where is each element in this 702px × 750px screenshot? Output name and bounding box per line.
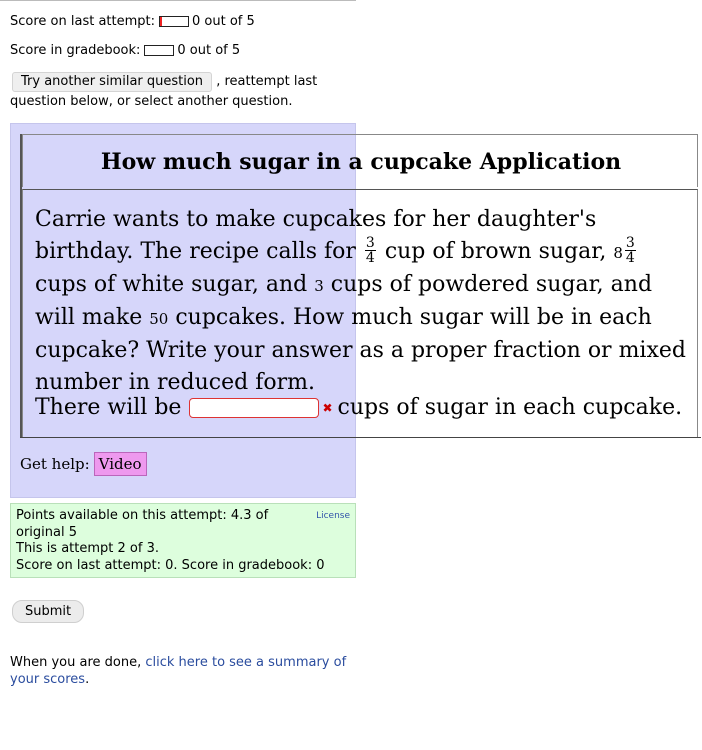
gradebook-bar (144, 45, 174, 56)
attempt-info-box (10, 503, 356, 578)
fraction-denominator: 4 (365, 249, 375, 266)
mixed-whole-white-sugar: 8 (613, 244, 623, 262)
get-help (20, 452, 147, 476)
question-title-box (22, 134, 698, 187)
fraction-numerator: 3 (625, 234, 635, 251)
last-attempt-value: 0 out of 5 (192, 14, 255, 29)
points-available: Points available on this attempt: 4.3 of original 5 (16, 508, 269, 540)
video-help-button[interactable]: Video (94, 452, 147, 476)
license-link[interactable]: License (316, 511, 350, 521)
last-attempt-label: Score on last attempt: (10, 14, 155, 29)
footer-prefix: When you are done, (10, 655, 142, 670)
get-help-label: Get help: (20, 455, 90, 473)
footer-suffix: . (85, 672, 90, 687)
fraction-denominator: 4 (625, 249, 635, 266)
try-again-text: , reattempt last question below, or select another question. (10, 74, 318, 109)
fraction-numerator: 3 (365, 234, 375, 251)
question-text (35, 204, 695, 399)
gradebook-score (10, 43, 240, 58)
question-bottom-border (20, 437, 701, 438)
answer-line (35, 395, 682, 420)
question-table (22, 134, 700, 438)
question-text-part: cups of white sugar, and (35, 272, 308, 297)
answer-input[interactable] (189, 398, 319, 418)
summary-footer (10, 654, 350, 688)
gradebook-value: 0 out of 5 (177, 43, 241, 58)
try-again-section (10, 72, 340, 111)
submit-button[interactable]: Submit (12, 600, 84, 623)
incorrect-icon: ✖ (322, 400, 333, 415)
question-text-part: cupcakes. How much sugar will be in each cupcake? Write your answer as a proper fraction or mixed number in reduced form. (35, 305, 686, 395)
question-text-part: Carrie wants to make cupcakes for her daughter's birthday. The recipe calls for (35, 207, 597, 264)
question-text-part: cup of brown sugar, (384, 239, 607, 264)
cupcake-count: 50 (149, 310, 169, 328)
question-body-box (22, 189, 698, 438)
question-text-part: cups of powdered sugar, and will make (35, 272, 653, 330)
score-summary-link[interactable]: click here to see a summary of your scores (10, 655, 347, 687)
answer-suffix: cups of sugar in each cupcake. (337, 395, 683, 420)
fraction-brown-sugar (365, 236, 376, 265)
try-another-question-button[interactable]: Try another similar question (12, 72, 212, 92)
score-summary: Score on last attempt: 0. Score in gradebook: 0 (16, 557, 325, 573)
question-title: How much sugar in a cupcake Application (100, 149, 622, 175)
gradebook-label: Score in gradebook: (10, 43, 141, 58)
attempt-count: This is attempt 2 of 3. (16, 541, 159, 556)
answer-prefix: There will be (35, 395, 182, 420)
powdered-sugar-amount: 3 (314, 277, 324, 295)
fraction-white-sugar (625, 236, 636, 265)
top-divider (0, 0, 356, 1)
last-attempt-bar (159, 16, 189, 27)
last-attempt-score (10, 14, 255, 29)
